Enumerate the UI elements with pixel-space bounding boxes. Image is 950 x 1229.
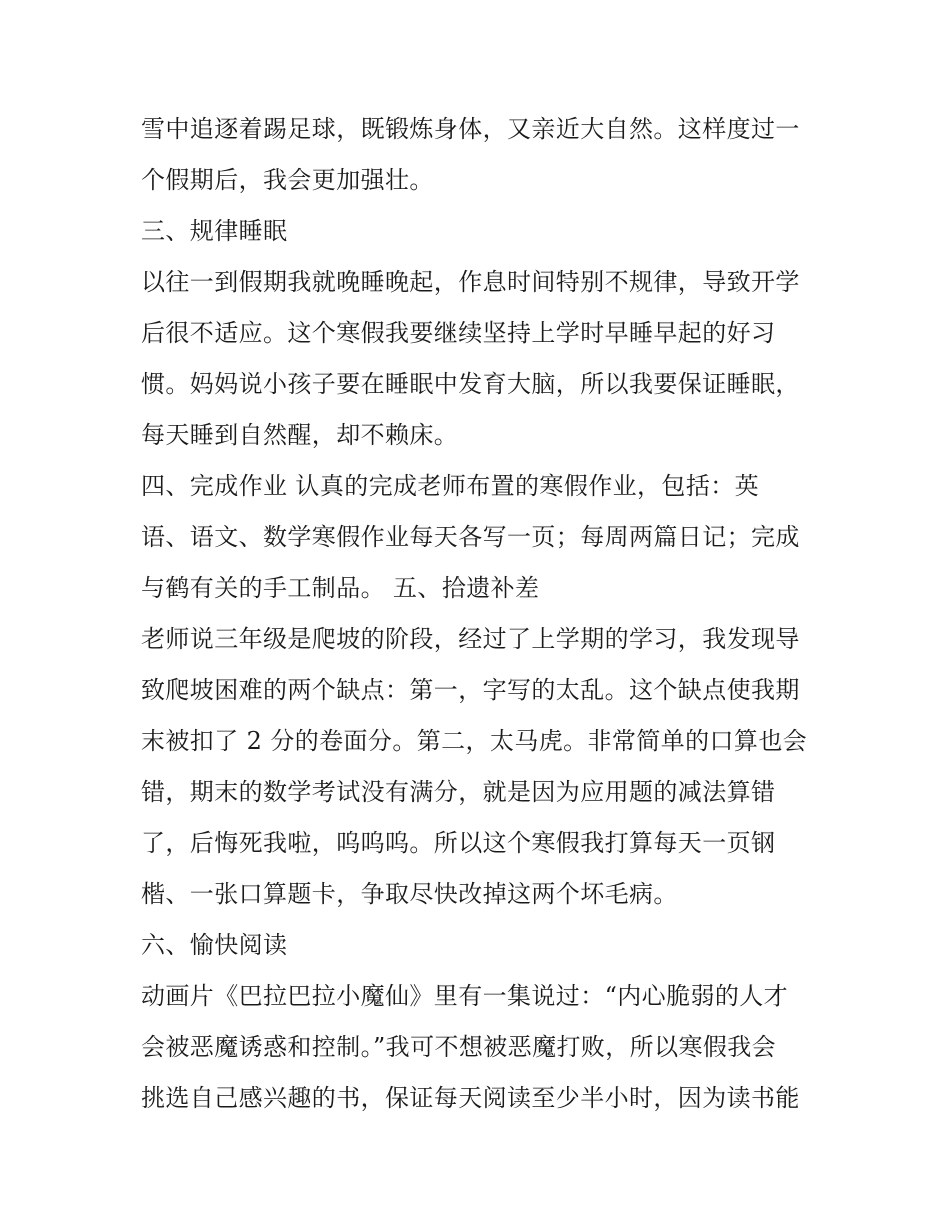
section-heading: 三、规律睡眠 <box>141 217 288 245</box>
text-line: 老师说三年级是爬坡的阶段，经过了上学期的学习，我发现导 <box>141 625 800 653</box>
section-heading: 六、愉快阅读 <box>141 931 288 959</box>
text-line: 了，后悔死我啦，呜呜呜。所以这个寒假我打算每天一页钢 <box>141 829 776 857</box>
text-line: 与鹤有关的手工制品。 五、拾遗补差 <box>141 574 540 602</box>
text-line: 惯。妈妈说小孩子要在睡眠中发育大脑，所以我要保证睡眠， <box>141 370 800 398</box>
text-line: 挑选自己感兴趣的书，保证每天阅读至少半小时，因为读书能 <box>141 1084 800 1112</box>
document-body <box>141 104 821 1124</box>
text-line: 错，期末的数学考试没有满分，就是因为应用题的减法算错 <box>141 778 776 806</box>
text-line: 每天睡到自然醒，却不赖床。 <box>141 421 459 449</box>
section-heading: 四、完成作业 认真的完成老师布置的寒假作业，包括：英 <box>141 472 760 500</box>
text-line: 个假期后，我会更加强壮。 <box>141 166 434 194</box>
text-line: 末被扣了 2 分的卷面分。第二，太马虎。非常简单的口算也会 <box>141 727 808 755</box>
text-line: 会被恶魔诱惑和控制。”我可不想被恶魔打败，所以寒假我会 <box>141 1033 777 1061</box>
text-line: 语、语文、数学寒假作业每天各写一页；每周两篇日记；完成 <box>141 523 800 551</box>
text-line: 后很不适应。这个寒假我要继续坚持上学时早睡早起的好习 <box>141 319 776 347</box>
text-line: 动画片《巴拉巴拉小魔仙》里有一集说过：“内心脆弱的人才 <box>141 982 789 1010</box>
text-line: 致爬坡困难的两个缺点：第一，字写的太乱。这个缺点使我期 <box>141 676 800 704</box>
text-line: 楷、一张口算题卡，争取尽快改掉这两个坏毛病。 <box>141 880 678 908</box>
text-line: 雪中追逐着踢足球，既锻炼身体，又亲近大自然。这样度过一 <box>141 115 800 143</box>
text-line: 以往一到假期我就晚睡晚起，作息时间特别不规律，导致开学 <box>141 268 800 296</box>
